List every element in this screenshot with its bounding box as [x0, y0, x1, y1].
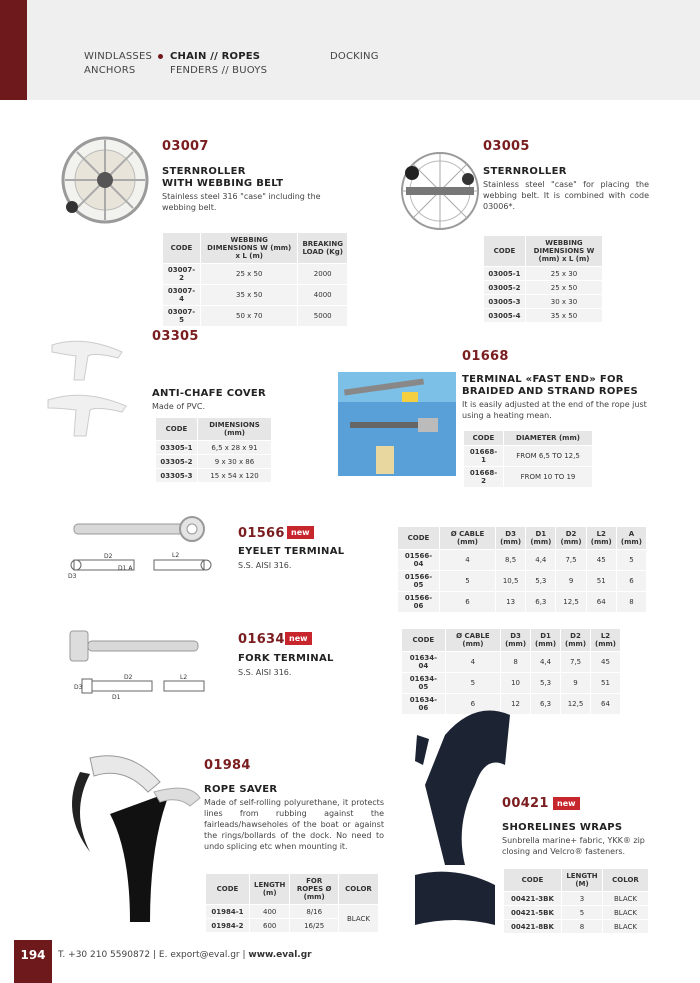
- table-row: [402, 652, 621, 673]
- product-code-01634: 01634: [238, 632, 285, 647]
- product-code-03305: 03305: [152, 329, 199, 344]
- table-row: [398, 592, 647, 613]
- cell: 13: [496, 592, 526, 613]
- shoreline-wrap-image-top: [415, 705, 515, 865]
- product-desc-01634: S.S. AISI 316.: [238, 668, 292, 677]
- cell: 45: [586, 550, 616, 571]
- cell: 5,3: [531, 673, 561, 694]
- product-code-01668: 01668: [462, 349, 509, 364]
- col-header: D1 (mm): [526, 527, 556, 550]
- cell: 12: [501, 694, 531, 715]
- cell: 5: [562, 906, 603, 920]
- anti-chafe-cover-image: [44, 330, 134, 440]
- cell: 01566-06: [398, 592, 440, 613]
- product-code-03007: 03007: [162, 139, 209, 154]
- cell: 01634-04: [402, 652, 446, 673]
- table-row: [206, 905, 379, 919]
- col-header: LENGTH (m): [250, 874, 290, 905]
- cell: 01984-2: [206, 919, 250, 933]
- cell: 64: [586, 592, 616, 613]
- cell: 400: [250, 905, 290, 919]
- cell: 03007-2: [163, 264, 201, 285]
- cell: BLACK: [339, 905, 379, 933]
- table-row: [504, 906, 649, 920]
- col-header: D2 (mm): [561, 629, 591, 652]
- cell: 8,5: [496, 550, 526, 571]
- cell: 03305-2: [156, 455, 198, 469]
- table-row: [484, 309, 603, 323]
- cell: 2000: [298, 264, 348, 285]
- cell: 6,5 x 28 x 91: [198, 441, 272, 455]
- table-row: [398, 550, 647, 571]
- cell: 45: [591, 652, 621, 673]
- cell: 00421-5BK: [504, 906, 562, 920]
- col-header: WEBBING DIMENSIONS W (mm) x L (m): [201, 233, 298, 264]
- table-row: [163, 285, 348, 306]
- product-title-01984: ROPE SAVER: [204, 784, 278, 795]
- cell: 5: [616, 550, 646, 571]
- fork-terminal-image: [64, 625, 214, 705]
- eyelet-terminal-image: [64, 512, 214, 584]
- cell: 03005-4: [484, 309, 526, 323]
- nav-docking[interactable]: DOCKING: [330, 51, 379, 62]
- cell: 3: [562, 892, 603, 906]
- cell: 03305-1: [156, 441, 198, 455]
- product-title-01634: FORK TERMINAL: [238, 653, 334, 664]
- cell: 6,3: [531, 694, 561, 715]
- col-header: A (mm): [616, 527, 646, 550]
- cell: BLACK: [603, 892, 649, 906]
- cell: 8: [616, 592, 646, 613]
- col-header: COLOR: [339, 874, 379, 905]
- cell: 6: [445, 694, 500, 715]
- col-header: LENGTH (M): [562, 869, 603, 892]
- footer-phone: T. +30 210 5590872 |: [58, 950, 157, 960]
- active-dot: [158, 54, 163, 59]
- col-header: Ø CABLE (mm): [445, 629, 500, 652]
- cell: 10,5: [496, 571, 526, 592]
- cell: 03007-5: [163, 306, 201, 327]
- label-l2: L2: [180, 674, 188, 681]
- cell: 25 x 30: [526, 267, 603, 281]
- cell: 9 x 30 x 86: [198, 455, 272, 469]
- table-row: [484, 267, 603, 281]
- label-d1: D1: [112, 694, 121, 701]
- rope-saver-image: [50, 752, 210, 934]
- col-header: WEBBING DIMENSIONS W (mm) x L (m): [526, 236, 603, 267]
- col-header: D3 (mm): [496, 527, 526, 550]
- fast-end-terminal-image: [338, 372, 456, 476]
- col-header: DIAMETER (mm): [504, 431, 593, 446]
- nav-windlasses[interactable]: WINDLASSES: [84, 51, 153, 62]
- spec-table-03005: [483, 235, 603, 323]
- col-header: D3 (mm): [501, 629, 531, 652]
- cell: 01634-06: [402, 694, 446, 715]
- product-code-03005: 03005: [483, 139, 530, 154]
- cell: 4000: [298, 285, 348, 306]
- table-row: [156, 469, 272, 483]
- cell: 6: [616, 571, 646, 592]
- col-header: DIMENSIONS (mm): [198, 418, 272, 441]
- cell: 10: [501, 673, 531, 694]
- label-d2: D2: [124, 674, 133, 681]
- spec-table-03007: [162, 232, 348, 327]
- cell: 35 x 50: [526, 309, 603, 323]
- cell: 5: [445, 673, 500, 694]
- product-desc-01566: S.S. AISI 316.: [238, 561, 292, 570]
- footer-email[interactable]: E. export@eval.gr |: [158, 950, 246, 960]
- table-row: [402, 673, 621, 694]
- header-bar: [0, 0, 700, 100]
- cell: 5000: [298, 306, 348, 327]
- cell: 01566-05: [398, 571, 440, 592]
- product-desc-01668: It is easily adjusted at the end of the rope just using a heating mean.: [462, 400, 647, 420]
- product-title-03007-line1: STERNROLLER: [162, 166, 246, 177]
- cell: 8/16: [290, 905, 339, 919]
- col-header: FOR ROPES Ø (mm): [290, 874, 339, 905]
- label-l2: L2: [172, 552, 180, 559]
- cell: 4,4: [526, 550, 556, 571]
- col-header: L2 (mm): [586, 527, 616, 550]
- col-header: CODE: [402, 629, 446, 652]
- cell: 03305-3: [156, 469, 198, 483]
- label-d3: D3: [74, 684, 83, 691]
- nav-anchors[interactable]: ANCHORS: [84, 65, 136, 76]
- product-title-01566: EYELET TERMINAL: [238, 546, 345, 557]
- cell: 4: [440, 550, 496, 571]
- new-badge-00421: new: [553, 797, 580, 810]
- table-row: [464, 446, 593, 467]
- cell: 01566-04: [398, 550, 440, 571]
- cell: 9: [561, 673, 591, 694]
- footer-contact: [58, 950, 312, 960]
- cell: 8: [501, 652, 531, 673]
- cell: 4: [445, 652, 500, 673]
- table-row: [484, 281, 603, 295]
- table-row: [398, 571, 647, 592]
- product-title-01668-line1: TERMINAL «FAST END» FOR: [462, 374, 624, 385]
- col-header: Ø CABLE (mm): [440, 527, 496, 550]
- cell: 9: [556, 571, 586, 592]
- cell: BLACK: [603, 906, 649, 920]
- cell: 51: [591, 673, 621, 694]
- label-d1a: D1 A: [118, 565, 133, 572]
- col-header: L2 (mm): [591, 629, 621, 652]
- cell: 6,3: [526, 592, 556, 613]
- cell: 03005-1: [484, 267, 526, 281]
- table-row: [504, 920, 649, 934]
- product-code-01566: 01566: [238, 526, 285, 541]
- product-desc-00421: Sunbrella marine+ fabric, YKK® zip closing and Velcro® fasteners.: [502, 836, 645, 856]
- product-title-03005: STERNROLLER: [483, 166, 567, 177]
- cell: 50 x 70: [201, 306, 298, 327]
- nav-fenders-buoys[interactable]: FENDERS // BUOYS: [170, 65, 268, 76]
- col-header: CODE: [484, 236, 526, 267]
- table-row: [156, 441, 272, 455]
- spec-table-00421: [503, 868, 649, 934]
- brand-strip: [0, 0, 27, 100]
- sternroller-image: [400, 133, 480, 253]
- cell: 15 x 54 x 120: [198, 469, 272, 483]
- sternroller-belt-image: [50, 135, 160, 225]
- cell: 00421-8BK: [504, 920, 562, 934]
- cell: FROM 6,5 TO 12,5: [504, 446, 593, 467]
- col-header: CODE: [398, 527, 440, 550]
- cell: 00421-3BK: [504, 892, 562, 906]
- cell: BLACK: [603, 920, 649, 934]
- table-row: [484, 295, 603, 309]
- spec-table-01634: [401, 628, 621, 715]
- col-header: D2 (mm): [556, 527, 586, 550]
- cell: 01668-2: [464, 467, 504, 488]
- product-desc-03305: Made of PVC.: [152, 402, 206, 411]
- cell: 01634-05: [402, 673, 446, 694]
- cell: 6: [440, 592, 496, 613]
- cell: 64: [591, 694, 621, 715]
- col-header: BREAKING LOAD (Kg): [298, 233, 348, 264]
- label-d2: D2: [104, 553, 113, 560]
- cell: 5: [440, 571, 496, 592]
- product-title-03007-line2: WITH WEBBING BELT: [162, 178, 284, 189]
- page-number: 194: [14, 940, 52, 983]
- cell: 01668-1: [464, 446, 504, 467]
- new-badge-01634: new: [285, 632, 312, 645]
- spec-table-01566: [397, 526, 647, 613]
- cell: 03005-3: [484, 295, 526, 309]
- cell: 600: [250, 919, 290, 933]
- cell: 25 x 50: [526, 281, 603, 295]
- cell: 16/25: [290, 919, 339, 933]
- cell: 7,5: [556, 550, 586, 571]
- product-desc-01984: Made of self-rolling polyurethane, it protects lines from rubbing against the fairleads/hawseholes of the boat or against the rings/bollards of the dock. No need to undo splicing etc when mounting it.: [204, 798, 384, 851]
- cell: 03007-4: [163, 285, 201, 306]
- cell: FROM 10 TO 19: [504, 467, 593, 488]
- table-row: [163, 264, 348, 285]
- product-desc-03007: Stainless steel 316 "case" including the webbing belt.: [162, 192, 321, 212]
- cell: 7,5: [561, 652, 591, 673]
- spec-table-01984: [205, 873, 379, 933]
- product-code-00421: 00421: [502, 796, 549, 811]
- product-title-01668-line2: BRAIDED AND STRAND ROPES: [462, 386, 638, 397]
- col-header: CODE: [504, 869, 562, 892]
- table-row: [504, 892, 649, 906]
- cell: 5,3: [526, 571, 556, 592]
- cell: 12,5: [556, 592, 586, 613]
- cell: 12,5: [561, 694, 591, 715]
- footer-website[interactable]: www.eval.gr: [248, 950, 312, 960]
- table-row: [156, 455, 272, 469]
- col-header: CODE: [156, 418, 198, 441]
- product-desc-03005: Stainless steel "case" for placing the webbing belt. It is combined with code 03006*.: [483, 180, 649, 211]
- col-header: CODE: [206, 874, 250, 905]
- nav-chain-ropes[interactable]: CHAIN // ROPES: [170, 51, 261, 62]
- cell: 25 x 50: [201, 264, 298, 285]
- cell: 8: [562, 920, 603, 934]
- col-header: COLOR: [603, 869, 649, 892]
- label-d3: D3: [68, 573, 77, 580]
- cell: 03005-2: [484, 281, 526, 295]
- spec-table-01668: [463, 430, 593, 488]
- product-title-00421: SHORELINES WRAPS: [502, 822, 623, 833]
- shoreline-wrap-image-bottom: [415, 865, 495, 937]
- col-header: CODE: [464, 431, 504, 446]
- cell: 4,4: [531, 652, 561, 673]
- cell: 35 x 50: [201, 285, 298, 306]
- spec-table-03305: [155, 417, 272, 483]
- new-badge-01566: new: [287, 526, 314, 539]
- cell: 51: [586, 571, 616, 592]
- cell: 01984-1: [206, 905, 250, 919]
- cell: 30 x 30: [526, 295, 603, 309]
- product-title-03305: ANTI-CHAFE COVER: [152, 388, 267, 399]
- col-header: D1 (mm): [531, 629, 561, 652]
- table-row: [464, 467, 593, 488]
- table-row: [163, 306, 348, 327]
- col-header: CODE: [163, 233, 201, 264]
- product-code-01984: 01984: [204, 758, 251, 773]
